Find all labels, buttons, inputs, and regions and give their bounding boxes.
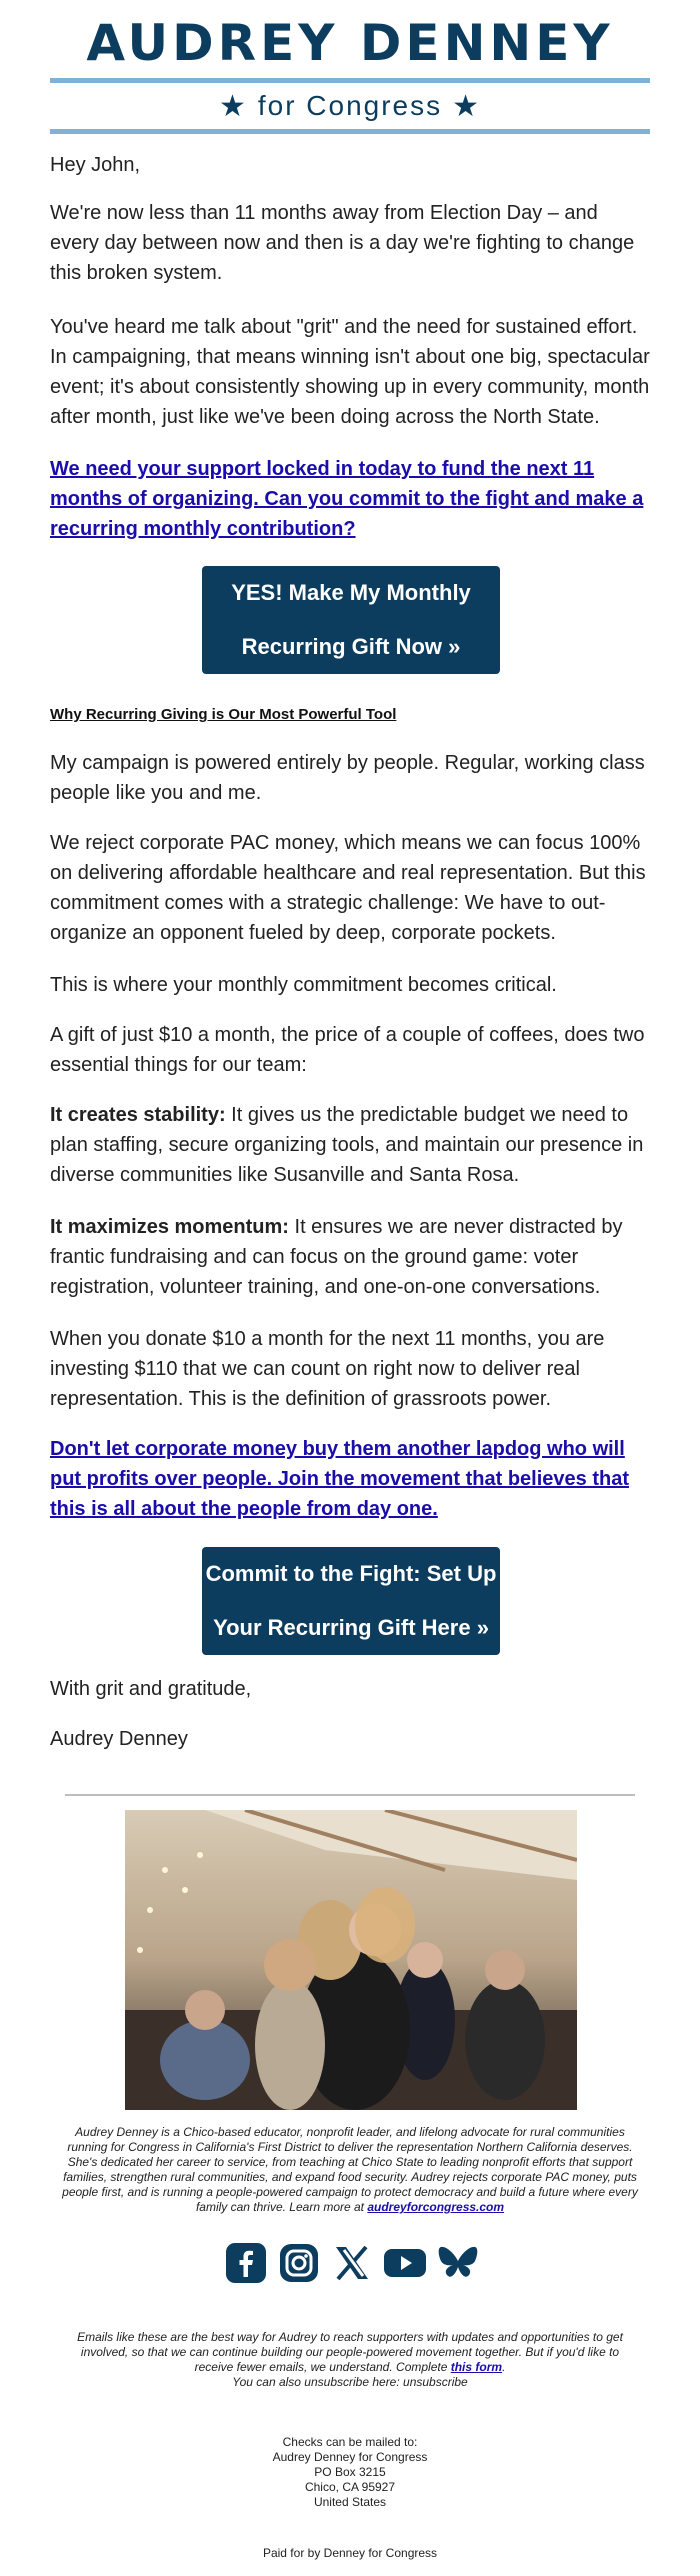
unsub-after: . — [502, 2360, 506, 2374]
greeting: Hey John, — [50, 154, 141, 176]
paragraph-reject-pac: We reject corporate PAC money, which means we can focus 100% on delivering affordable healthcare and real representation. But this commitment comes with a strategic challenge: We have to out-organize an opponent fueled by deep, corporate pockets. — [50, 832, 646, 944]
bio-body: Audrey Denney is a Chico-based educator, nonprofit leader, and lifelong advocate for rural communities running for Congress in California's First District to deliver the representation Northern California deserves. She's dedicated her career to service, from teaching at Chico State to leading nonprofit efforts that support families, strengthen rural communities, and expand food security. Audrey rejects corporate PAC money, puts people first, and is running a people-powered campaign to protect democracy and build a future where every family can thrive. Learn more at — [62, 2125, 638, 2214]
bullet-stability — [50, 1100, 650, 1190]
bio-text — [60, 2125, 640, 2215]
logo-tagline: for Congress — [257, 90, 443, 121]
checks-label: Checks can be mailed to: — [282, 2435, 418, 2449]
bullet-label: It maximizes momentum: — [50, 1216, 289, 1238]
unsubscribe-text — [60, 2330, 640, 2390]
country: United States — [313, 2495, 387, 2509]
x-icon[interactable] — [330, 2241, 374, 2285]
paragraph-grit: You've heard me talk about "grit" and the need for sustained effort. In campaigning, that means winning isn't about one big, spectacular event; it's about consistently showing up in every community, month after month, just like we've been doing across the North State. — [50, 316, 650, 428]
preferences-form-link[interactable]: this form — [450, 2360, 503, 2374]
section-heading: Why Recurring Giving is Our Most Powerful Tool — [50, 706, 397, 723]
paid-for-disclaimer: Paid for by Denney for Congress — [262, 2546, 438, 2560]
paragraph-ten-dollars: A gift of just $10 a month, the price of a couple of coffees, does two essential things for our team: — [50, 1024, 645, 1076]
paragraph-powered-by-people: My campaign is powered entirely by people. Regular, working class people like you and me. — [50, 752, 645, 804]
cta-line: Your Recurring Gift Here » — [213, 1615, 489, 1640]
monthly-gift-button[interactable] — [202, 566, 500, 674]
signature: Audrey Denney — [50, 1728, 188, 1750]
logo-name: AUDREY DENNEY — [86, 14, 614, 72]
campaign-photo — [125, 1810, 577, 2110]
cta-line: Recurring Gift Now » — [241, 634, 461, 659]
divider — [65, 1794, 635, 1796]
paragraph-110: When you donate $10 a month for the next 11 months, you are investing $110 that we can count on right now to deliver real representation. This is the definition of grassroots power. — [50, 1328, 605, 1410]
bullet-label: It creates stability: — [50, 1104, 226, 1126]
paragraph-critical: This is where your monthly commitment becomes critical. — [50, 974, 557, 996]
unsub-body: Emails like these are the best way for Audrey to reach supporters with updates and opportunities to get involved, so that we can continue building our people-powered movement together. But if you'd like to receive fewer emails, we understand. Complete — [77, 2330, 623, 2374]
facebook-icon[interactable] — [224, 2241, 268, 2285]
youtube-icon[interactable] — [383, 2241, 427, 2285]
star-icon: ★ — [452, 89, 482, 123]
join-movement-link[interactable]: Don't let corporate money buy them another lapdog who will put profits over people. Join the movement that believes that this is all about the people from day one. — [50, 1438, 629, 1520]
campaign-logo — [50, 16, 650, 134]
star-icon: ★ — [218, 89, 248, 123]
unsubscribe-line[interactable]: You can also unsubscribe here: unsubscribe — [232, 2375, 468, 2389]
bullet-text: It ensures we are never distracted by frantic fundraising and can focus on the ground game: voter registration, volunteer training, and one-on-one conversations. — [50, 1216, 623, 1298]
website-link[interactable]: audreyforcongress.com — [367, 2200, 505, 2214]
org-name: Audrey Denney for Congress — [272, 2450, 428, 2464]
bullet-text: It gives us the predictable budget we need to plan staffing, secure organizing tools, and maintain our presence in diverse communities like Susanville and Santa Rosa. — [50, 1104, 644, 1186]
cta-line: YES! Make My Monthly — [231, 580, 471, 605]
monthly-commit-link[interactable]: We need your support locked in today to fund the next 11 months of organizing. Can you commit to the fight and make a recurring monthly contribution? — [50, 458, 644, 540]
logo-tagline-row — [50, 83, 650, 129]
logo-rule-bottom — [50, 129, 650, 134]
social-links — [224, 2241, 480, 2285]
po-box: PO Box 3215 — [314, 2465, 386, 2479]
paragraph-election-day: We're now less than 11 months away from Election Day – and every day between now and then is a day we're fighting to change this broken system. — [50, 202, 635, 284]
bluesky-icon[interactable] — [436, 2241, 480, 2285]
city-state-zip: Chico, CA 95927 — [304, 2480, 396, 2494]
mailing-address — [0, 2435, 700, 2510]
bullet-momentum — [50, 1212, 650, 1302]
cta-line: Commit to the Fight: Set Up — [205, 1561, 497, 1586]
recurring-gift-button[interactable] — [202, 1547, 500, 1655]
closing: With grit and gratitude, — [50, 1678, 252, 1700]
instagram-icon[interactable] — [277, 2241, 321, 2285]
